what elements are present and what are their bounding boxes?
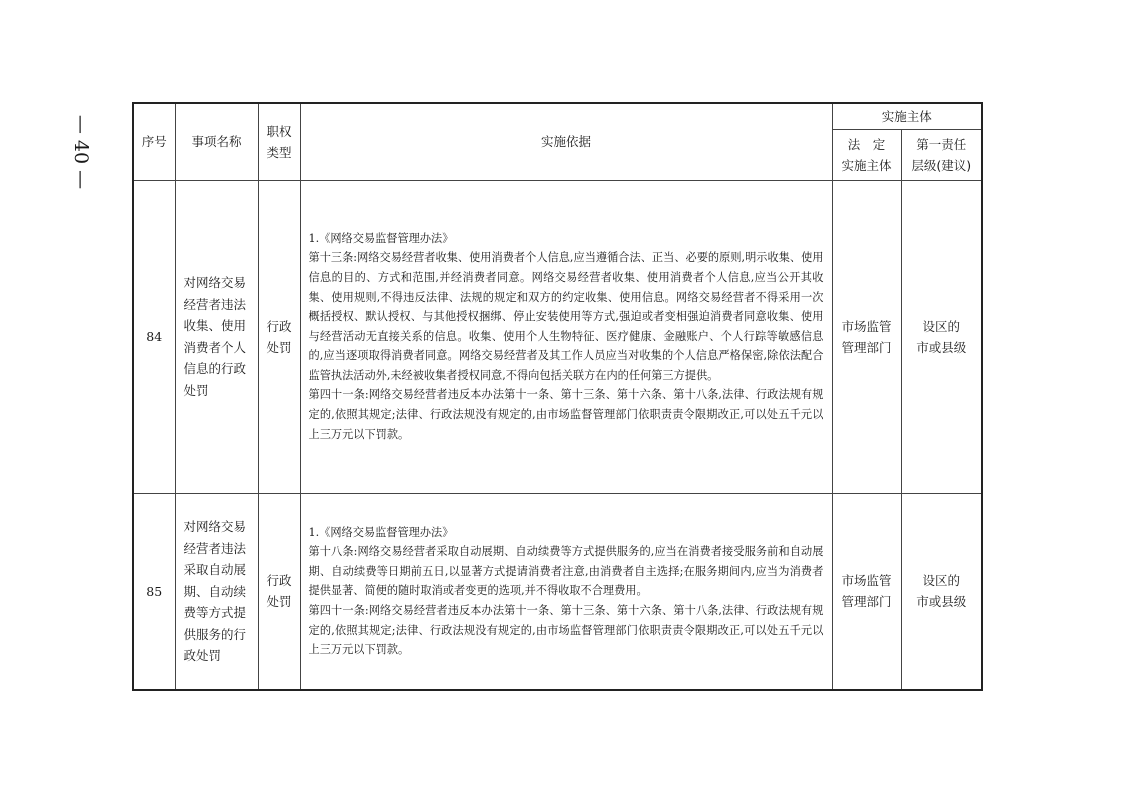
name-line: 供服务的行	[183, 626, 247, 642]
legal-subject-line: 市场监管	[841, 318, 892, 334]
row-item-name	[175, 493, 258, 690]
type-line: 处罚	[266, 339, 292, 355]
type-line: 行政	[266, 573, 292, 589]
name-line: 消费者个人	[183, 339, 247, 355]
row-first-responsibility	[901, 493, 982, 690]
row-first-responsibility	[901, 180, 982, 493]
basis-paragraph: 1.《网络交易监督管理办法》	[308, 231, 454, 245]
name-line: 对网络交易	[183, 275, 247, 290]
header-authority-type-line1: 职权	[266, 123, 292, 139]
legal-subject-line: 管理部门	[841, 594, 892, 610]
page-number: — 40 —	[70, 114, 92, 190]
header-item-name: 事项名称	[175, 103, 258, 180]
header-basis: 实施依据	[300, 103, 832, 180]
basis-paragraph: 第十三条:网络交易经营者收集、使用消费者个人信息,应当遵循合法、正当、必要的原则,明示收集、使用信息的目的、方式和范围,并经消费者同意。网络交易经营者收集、使用消费者个人信息,应当公开其收集、使用规则,不得违反法律、法规的规定和双方的约定收集、使用信息。网络交易经营者不得采用一次概括授权、默认授权、与其他授权捆绑、停止安装使用等方式,强迫或者变相强迫消费者同意收集、使用与经营活动无直接关系的信息。收集、使用个人生物特征、医疗健康、金融账户、个人行踪等敏感信息的,应当逐项取得消费者同意。网络交易经营者及其工作人员应当对收集的个人信息严格保密,除依法配合监管执法活动外,未经被收集者授权同意,不得向包括关联方在内的任何第三方提供。	[308, 251, 824, 382]
name-line: 处罚	[183, 382, 209, 398]
row-seq: 84	[133, 180, 175, 493]
row-authority-type	[258, 493, 300, 690]
legal-subject-line: 市场监管	[841, 573, 892, 589]
name-line: 对网络交易	[183, 519, 247, 534]
name-line: 信息的行政	[183, 361, 247, 376]
first-resp-line: 市或县级	[916, 339, 967, 355]
row-item-name	[175, 180, 258, 493]
basis-paragraph: 第四十一条:网络交易经营者违反本办法第十一条、第十三条、第十六条、第十八条,法律、行政法规有规定的,依照其规定;法律、行政法规没有规定的,由市场监督管理部门依职责责令限期改正,可以处五千元以上三万元以下罚款。	[308, 604, 824, 657]
header-authority-type-line2: 类型	[266, 144, 292, 160]
row-legal-subject	[832, 180, 901, 493]
first-resp-line: 市或县级	[916, 594, 967, 610]
name-line: 采取自动展	[183, 562, 247, 577]
header-seq: 序号	[133, 103, 175, 180]
name-line: 收集、使用	[183, 318, 247, 333]
first-resp-line: 设区的	[922, 573, 961, 589]
header-implementer: 实施主体	[832, 103, 982, 129]
header-first-responsibility	[901, 129, 982, 180]
legal-subject-line: 管理部门	[841, 339, 892, 355]
enforcement-items-table	[132, 102, 983, 691]
row-authority-type	[258, 180, 300, 493]
row-basis	[300, 493, 832, 690]
name-line: 费等方式提	[183, 605, 247, 620]
header-authority-type	[258, 103, 300, 180]
type-line: 处罚	[266, 594, 292, 610]
header-legal-subject-line2: 实施主体	[841, 157, 892, 173]
header-legal-subject-line1: 法 定	[847, 136, 886, 152]
row-basis	[300, 180, 832, 493]
name-line: 期、自动续	[183, 583, 247, 599]
header-first-resp-line2: 层级(建议)	[911, 157, 972, 173]
name-line: 政处罚	[183, 648, 222, 663]
header-first-resp-line1: 第一责任	[916, 136, 967, 152]
name-line: 经营者违法	[183, 540, 247, 556]
name-line: 经营者违法	[183, 296, 247, 312]
table-row	[133, 493, 982, 690]
basis-paragraph: 第十八条:网络交易经营者采取自动展期、自动续费等方式提供服务的,应当在消费者接受服务前和自动展期、自动续费等日期前五日,以显著方式提请消费者注意,由消费者自主选择;在服务期间内,应当为消费者提供显著、简便的随时取消或者变更的选项,并不得收取不合理费用。	[308, 545, 824, 598]
basis-paragraph: 1.《网络交易监督管理办法》	[308, 525, 454, 539]
table-row	[133, 180, 982, 493]
header-legal-subject	[832, 129, 901, 180]
row-seq: 85	[133, 493, 175, 690]
type-line: 行政	[266, 318, 292, 334]
first-resp-line: 设区的	[922, 318, 961, 334]
row-legal-subject	[832, 493, 901, 690]
basis-paragraph: 第四十一条:网络交易经营者违反本办法第十一条、第十三条、第十六条、第十八条,法律、行政法规有规定的,依照其规定;法律、行政法规没有规定的,由市场监督管理部门依职责责令限期改正,可以处五千元以上三万元以下罚款。	[308, 388, 824, 441]
